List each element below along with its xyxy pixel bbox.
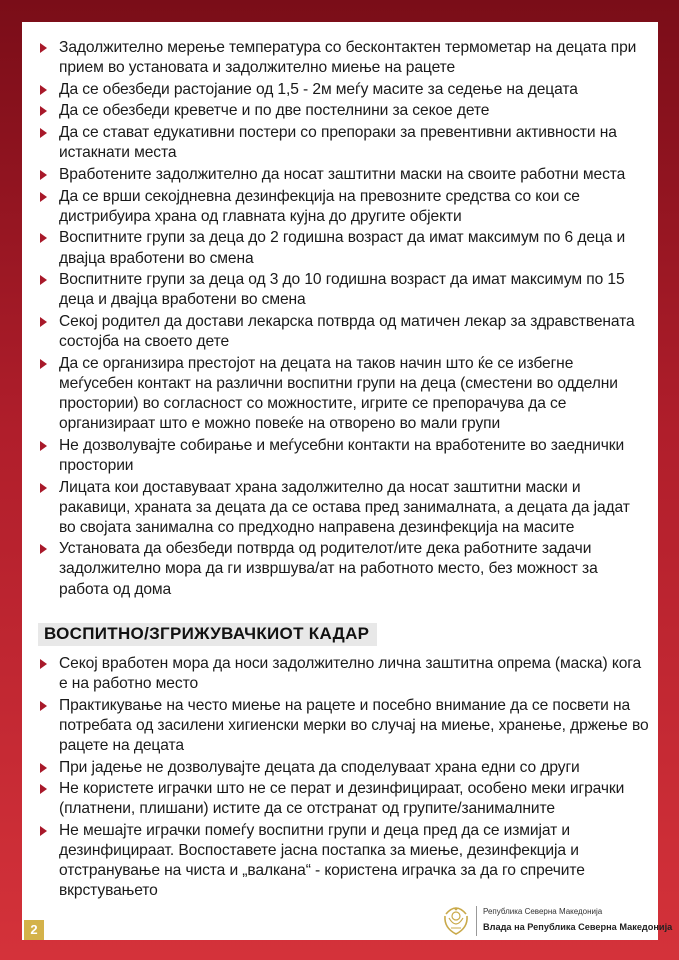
list-item [38, 436, 650, 476]
list-item [38, 123, 650, 163]
bullet-triangle-icon [40, 544, 47, 554]
list-item-text: Да се стават едукативни постери со препораки за превентивни активности на истакнати места [59, 124, 617, 162]
bullet-triangle-icon [40, 483, 47, 493]
bullet-triangle-icon [40, 659, 47, 669]
list-item [38, 228, 650, 268]
list-item [38, 779, 650, 819]
section-heading-wrap [38, 623, 377, 646]
bullet-triangle-icon [40, 43, 47, 53]
list-item-text: Установата да обезбеди потврда од родителот/ите дека работните задачи задолжително мора да ги извршува/ат на работното место, без можност за работа од дома [59, 540, 598, 598]
gov-subtitle: Република Северна Македонија [483, 907, 603, 916]
list-item-text: Секој вработен мора да носи задолжително лична заштитна опрема (маска) кога е на работно место [59, 655, 642, 693]
list-item-text: Лицата кои доставуваат храна задолжително да носат заштитни маски и ракавици, храната за децата да се остава пред занималната, а децата да јадат во својата занимална со предходно направена дезинфекција на масите [59, 478, 630, 536]
bullet-triangle-icon [40, 763, 47, 773]
list-item-text: Не мешајте играчки помеѓу воспитни групи и деца пред да се измијат и дезинфицираат. Воспоставете јасна постапка за миење, дезинфекција и отстранување на чиста и „валкана“ - користена играчка за да го спречите вкрстувањето [59, 822, 585, 900]
bullet-triangle-icon [40, 192, 47, 202]
bullet-triangle-icon [40, 701, 47, 711]
page-number: 2 [24, 920, 44, 940]
list-item-text: Воспитните групи за деца од 3 до 10 годишна возраст да имат максимум по 15 деца и двајца вработени во смена [59, 271, 625, 309]
list-item [38, 38, 650, 78]
bullet-triangle-icon [40, 106, 47, 116]
list-item [38, 821, 650, 901]
bullet-triangle-icon [40, 441, 47, 451]
bullet-triangle-icon [40, 317, 47, 327]
list-item [38, 478, 650, 538]
list-item [38, 101, 650, 121]
bullet-triangle-icon [40, 784, 47, 794]
list-item-text: Не дозволувајте собирање и меѓусебни контакти на вработените во заеднички простории [59, 436, 625, 474]
list-item-text: Да се врши секојдневна дезинфекција на превозните средства со кои се дистрибуира храна од главната кујна до другите објекти [59, 187, 580, 225]
list-item-text: Вработените задолжително да носат заштитни маски на своите работни места [59, 165, 626, 183]
list-item [38, 187, 650, 227]
list-item-text: Секој родител да достави лекарска потврда од матичен лекар за здравствената состојба на своето дете [59, 312, 635, 351]
bullet-triangle-icon [40, 128, 47, 138]
bullet-triangle-icon [40, 170, 47, 180]
list-item [38, 539, 650, 599]
bullet-triangle-icon [40, 85, 47, 95]
list-item-text: Воспитните групи за деца до 2 годишна возраст да имат максимум по 6 деца и двајца вработени во смена [59, 229, 626, 267]
gov-title: Влада на Република Северна Македонија [483, 922, 673, 932]
list-item-text: При јадење не дозволувајте децата да споделуваат храна едни со други [59, 758, 580, 776]
list-item-text: Да се обезбеди растојание од 1,5 - 2м меѓу масите за седење на децата [59, 80, 578, 98]
list-item [38, 312, 650, 352]
list-item [38, 270, 650, 310]
list-item-text: Да се организира престојот на децата на таков начин што ќе се избегне меѓусебен контакт на различни воспитни групи на деца (сместени во одделни простории) во согласност со можностите, игрите се препорачува да се организираат што е можно повеќе на отворено во мали групи [59, 354, 618, 433]
list-item [38, 80, 650, 100]
list-item-text: Задолжително мерење температура со бесконтактен термометар на децата при прием во установата и задолжително миење на рацете [59, 39, 637, 77]
list-item-text: Не користете играчки што не се перат и дезинфицираат, особено меки играчки (платнени, плишани) истите да се отстранат од групите/занималните [59, 780, 625, 818]
section-heading: ВОСПИТНО/ЗГРИЖУВАЧКИОТ КАДАР [38, 623, 377, 646]
list-item [38, 696, 650, 756]
list-item [38, 165, 650, 185]
measures-list [38, 38, 650, 601]
list-item [38, 654, 650, 694]
coat-of-arms-icon [442, 904, 470, 936]
list-item [38, 354, 650, 434]
government-logo [442, 904, 673, 938]
bullet-triangle-icon [40, 826, 47, 836]
logo-divider [476, 906, 477, 936]
list-item-text: Да се обезбеди креветче и по две постелнини за секое дете [59, 102, 490, 120]
list-item [38, 758, 650, 778]
bullet-triangle-icon [40, 359, 47, 369]
bullet-triangle-icon [40, 275, 47, 285]
list-item-text: Практикување на често миење на рацете и посебно внимание да се посвети на потребата од засилени хигиенски мерки во случај на миење, хранење, држење во рацете на децата [59, 696, 649, 754]
document-page [22, 22, 673, 940]
bullet-triangle-icon [40, 233, 47, 243]
staff-measures-list [38, 654, 650, 903]
